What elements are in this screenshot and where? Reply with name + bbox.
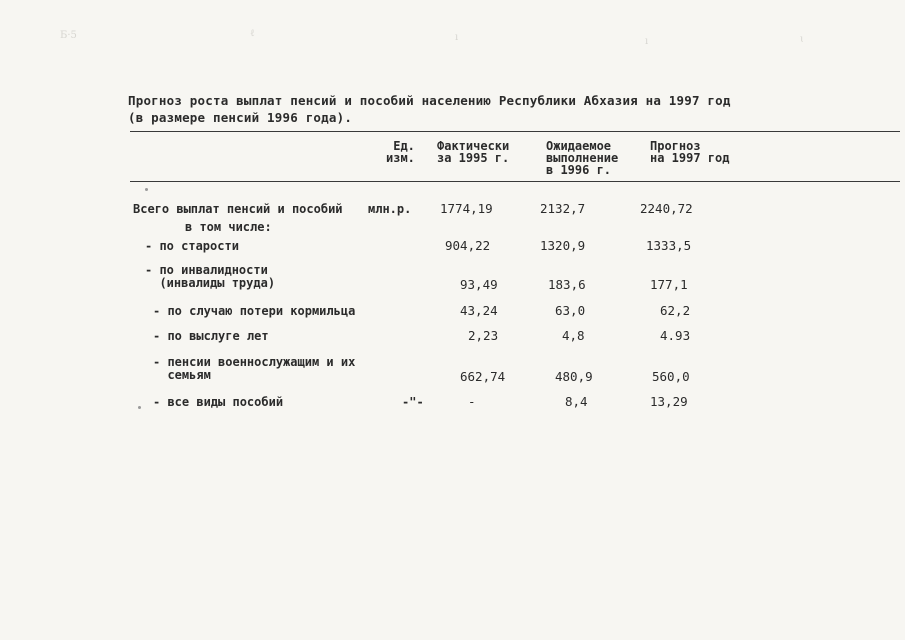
title-line-1: Прогноз роста выплат пенсий и пособий населению Республики Абхазия на 1997 год [128, 93, 731, 108]
row-unit: млн.р. [368, 202, 412, 216]
value-1995: 2,23 [468, 328, 499, 343]
row-label: - по старости [145, 239, 239, 253]
scan-artifact: ɩ [800, 34, 804, 45]
title-line-2: (в размере пенсий 1996 года). [128, 110, 353, 125]
value-1996: 4,8 [562, 328, 585, 343]
value-1997: 2240,72 [640, 201, 693, 216]
header-actual-1995: Фактически за 1995 г. [437, 139, 510, 165]
value-1996: 8,4 [565, 394, 588, 409]
value-1997: 560,0 [652, 369, 690, 384]
value-1996: 2132,7 [540, 201, 586, 216]
header-top-rule [130, 131, 900, 132]
row-label: - по выслуге лет [153, 329, 269, 343]
scan-speck [138, 406, 141, 409]
value-1996: 63,0 [555, 303, 586, 318]
value-1996: 480,9 [555, 369, 593, 384]
row-unit: -"- [402, 395, 424, 409]
row-label: - пенсии военнослужащим и их семьям [153, 355, 356, 382]
header-forecast-1997: Прогноз на 1997 год [650, 139, 730, 165]
row-label: Всего выплат пенсий и пособий [133, 202, 343, 216]
row-label: - по случаю потери кормильца [153, 304, 356, 318]
scan-speck [145, 188, 148, 191]
header-bottom-rule [130, 181, 900, 182]
value-1996: 1320,9 [540, 238, 586, 253]
value-1995: 662,74 [460, 369, 506, 384]
value-1996: 183,6 [548, 277, 586, 292]
scan-artifact: ı [455, 32, 459, 43]
scan-artifact: ı [645, 36, 649, 47]
value-1997: 1333,5 [646, 238, 692, 253]
document-title [128, 92, 731, 126]
header-unit: Ед. изм. [386, 139, 415, 165]
scan-artifact: Б·5 [60, 30, 77, 41]
value-1997: 62,2 [660, 303, 691, 318]
scan-artifact: ℓ [250, 28, 255, 39]
value-1997: 13,29 [650, 394, 688, 409]
row-label: - все виды пособий [153, 395, 284, 409]
value-1995: 1774,19 [440, 201, 493, 216]
row-label: в том числе: [185, 220, 272, 234]
value-1995: 43,24 [460, 303, 498, 318]
header-expected-1996: Ожидаемое выполнение в 1996 г. [546, 139, 619, 177]
value-1997: 177,1 [650, 277, 688, 292]
value-1995: 904,22 [445, 238, 491, 253]
value-1995: - [468, 394, 476, 409]
row-label: - по инвалидности (инвалиды труда) [145, 263, 276, 290]
value-1995: 93,49 [460, 277, 498, 292]
value-1997: 4.93 [660, 328, 691, 343]
